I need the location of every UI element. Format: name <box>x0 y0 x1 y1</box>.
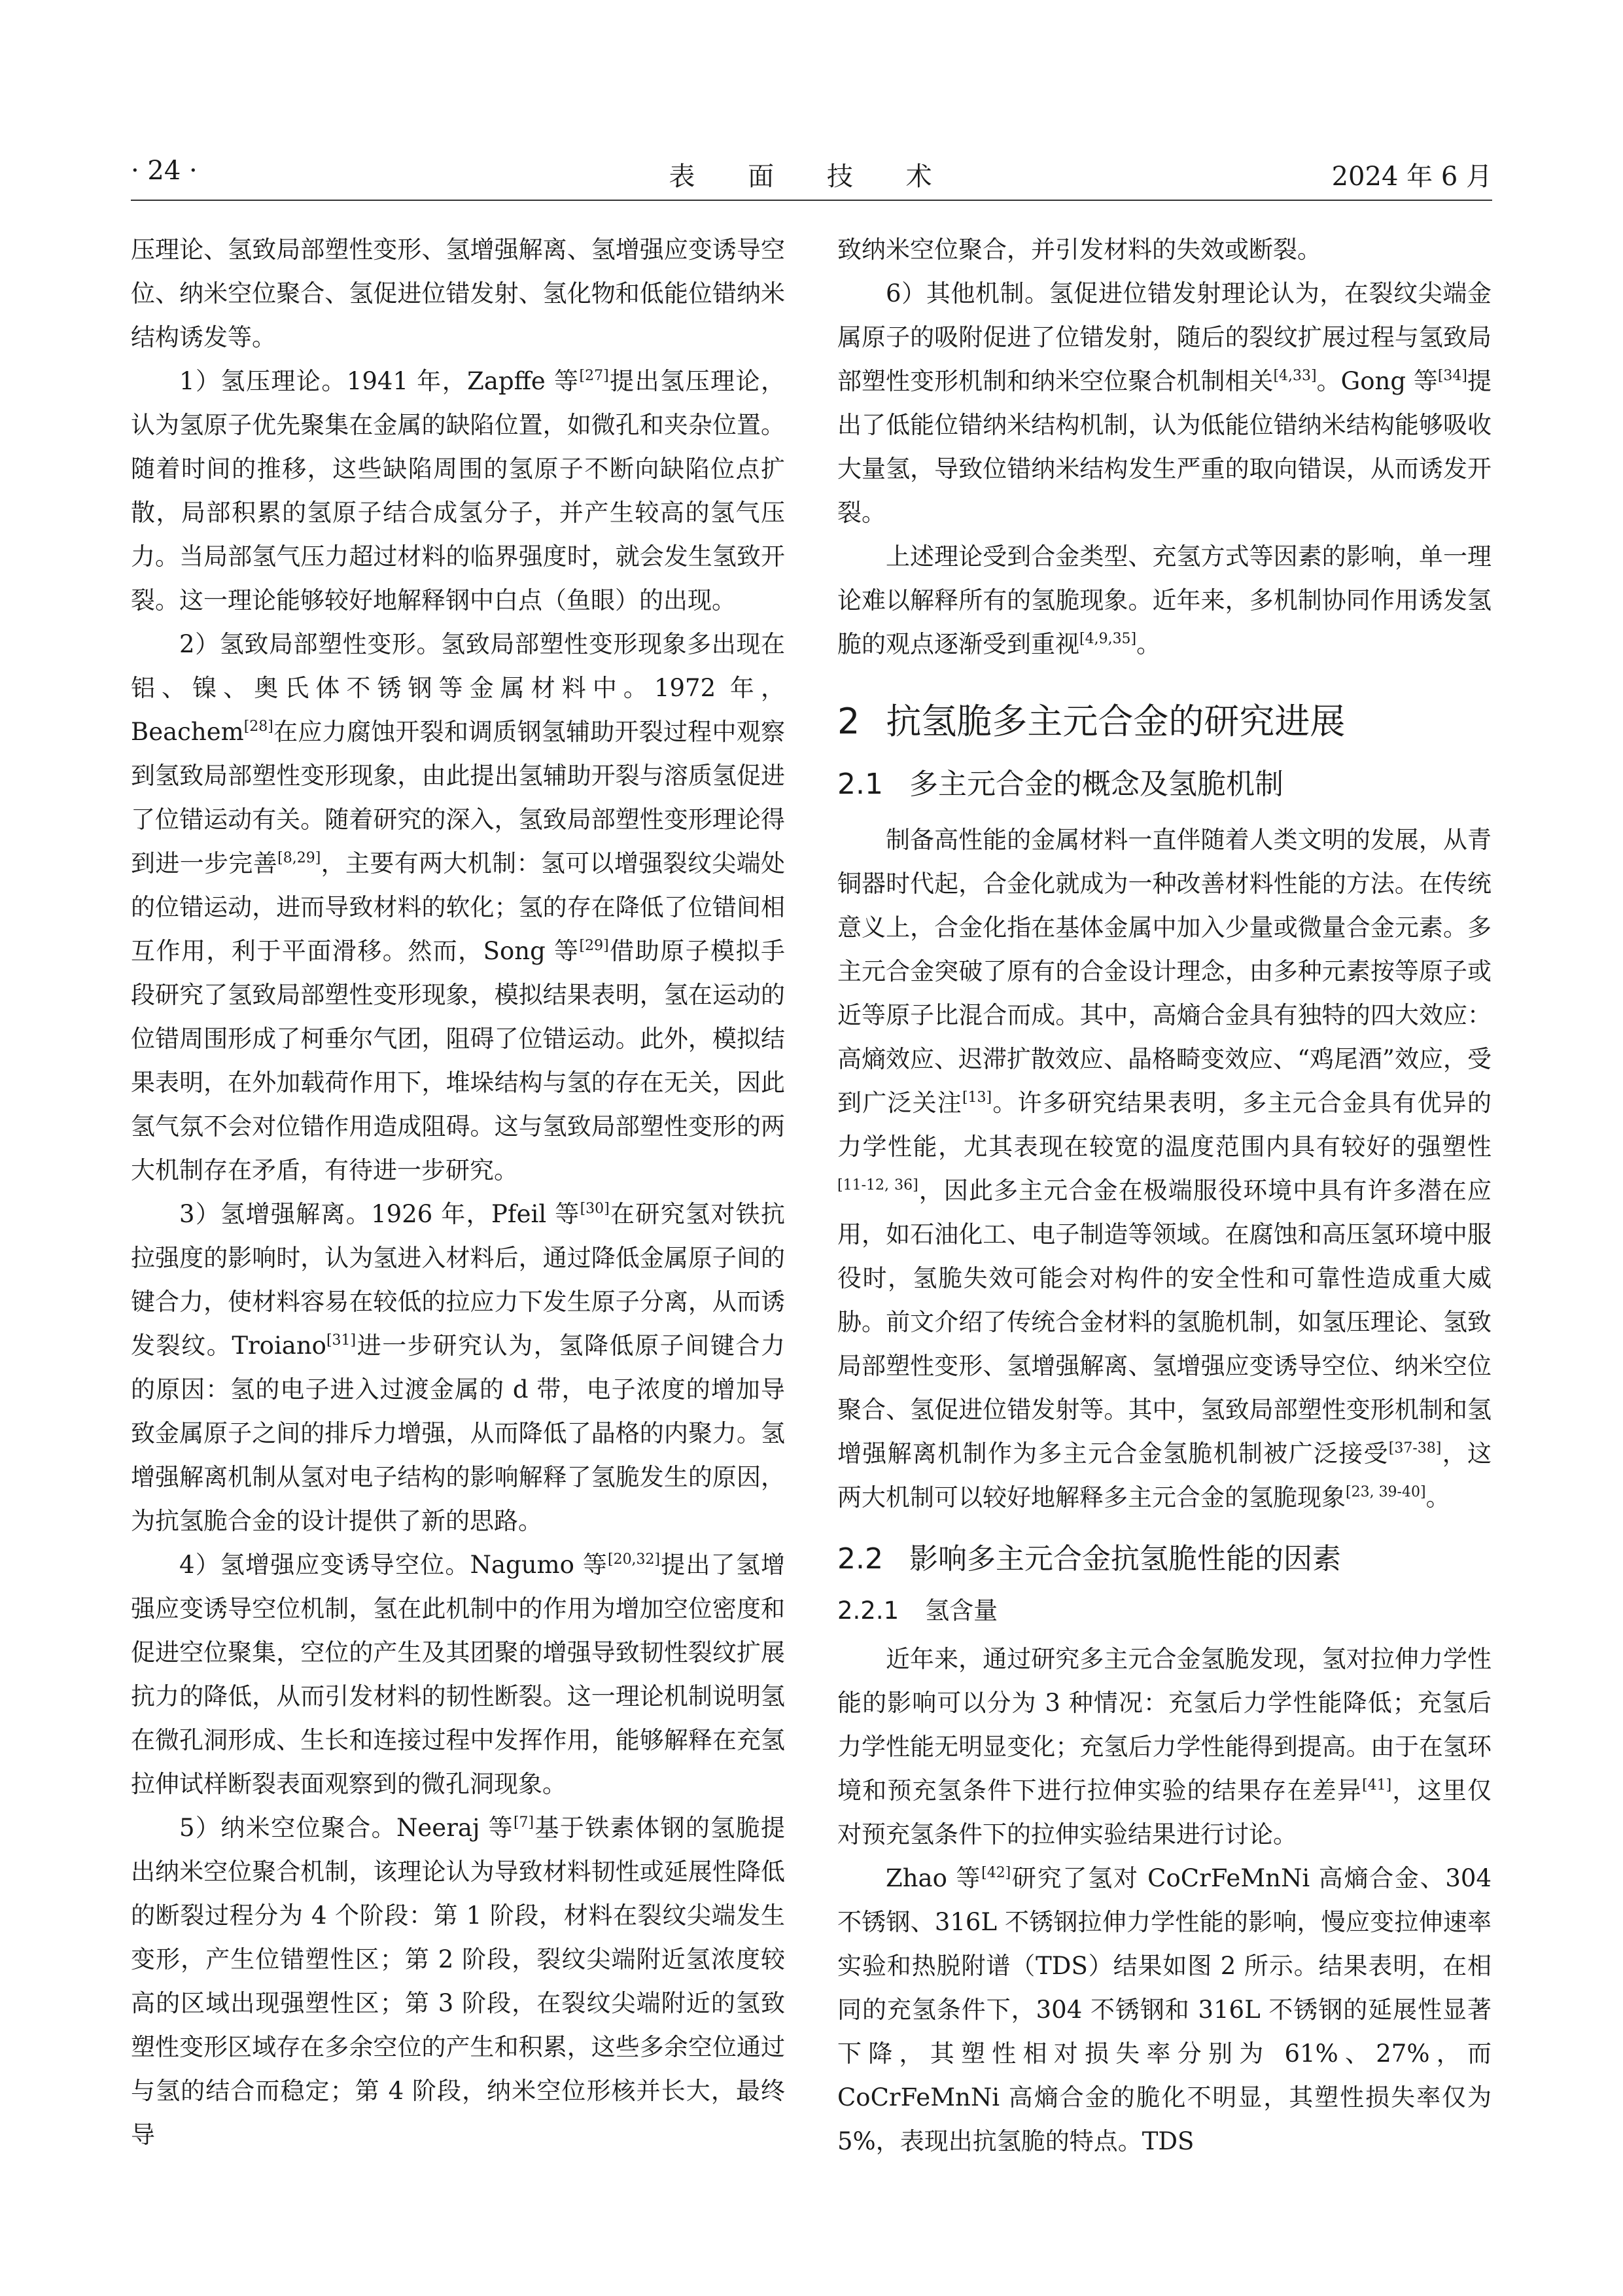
citation: [4,9,35] <box>1079 631 1137 647</box>
citation: [23, 39-40] <box>1346 1484 1426 1500</box>
left-column <box>131 228 785 2217</box>
paragraph-nanovoid: 5）纳米空位聚合。Neeraj 等[7]基于铁素体钢的氢脆提出纳米空位聚合机制，该理论认为导致材料韧性或延展性降低的断裂过程分为 4 个阶段：第 1 阶段，材料在裂纹尖端发生变形，产生位错塑性区；第 2 阶段，裂纹尖端附近氢浓度较高的区域出现强塑性区；第 3 阶段，在裂纹尖端附近的氢致塑性变形区域存在多余空位的产生和积累，这些多余空位通过与氢的结合而稳定；第 4 阶段，纳米空位形核并长大，最终导 <box>131 1814 785 2149</box>
citation: [30] <box>580 1201 610 1217</box>
citation: [29] <box>579 938 609 954</box>
subsection-heading: 2.2 影响多主元合金抗氢脆性能的因素 <box>837 1542 1341 1576</box>
citation: [41] <box>1362 1777 1392 1793</box>
paragraph: 致纳米空位聚合，并引发材料的失效或断裂。 <box>837 236 1321 264</box>
citation: [27] <box>579 368 609 384</box>
paragraph-hydrogen-decohesion: 3）氢增强解离。1926 年，Pfeil 等[30]在研究氢对铁抗拉强度的影响时，认为氢进入材料后，通过降低金属原子间的键合力，使材料容易在较低的拉应力下发生原子分离，从而诱发裂纹。Troiano[31]进一步研究认为，氢降低原子间键合力的原因：氢的电子进入过渡金属的 d 带，电子浓度的增加导致金属原子之间的排斥力增强，从而降低了晶格的内聚力。氢增强解离机制从氢对电子结构的影响解释了氢脆发生的原因，为抗氢脆合金的设计提供了新的思路。 <box>131 1200 785 1535</box>
citation: [37-38] <box>1388 1440 1442 1457</box>
paragraph-hydrogen-plasticity: 2）氢致局部塑性变形。氢致局部塑性变形现象多出现在铝、镍、奥氏体不锈钢等金属材料中。1972 年，Beachem[28]在应力腐蚀开裂和调质钢氢辅助开裂过程中观察到氢致局部塑性变形现象，由此提出氢辅助开裂与溶质氢促进了位错运动有关。随着研究的深入，氢致局部塑性变形理论得到进一步完善[8,29]，主要有两大机制：氢可以增强裂纹尖端处的位错运动，进而导致材料的软化；氢的存在降低了位错间相互作用，利于平面滑移。然而，Song 等[29]借助原子模拟手段研究了氢致局部塑性变形现象，模拟结果表明，氢在运动的位错周围形成了柯垂尔气团，阻碍了位错运动。此外，模拟结果表明，在外加载荷作用下，堆垛结构与氢的存在无关，因此氢气氛不会对位错作用造成阻碍。这与氢致局部塑性变形的两大机制存在矛盾，有待进一步研究。 <box>131 630 785 1184</box>
subsection-heading: 2.1 多主元合金的概念及氢脆机制 <box>837 768 1283 801</box>
citation: [7] <box>513 1814 534 1831</box>
journal-title: 表 面 技 术 <box>669 162 954 192</box>
issue-date: 2024 年 6 月 <box>1331 162 1492 192</box>
paragraph-strain-vacancy: 4）氢增强应变诱导空位。Nagumo 等[20,32]提出了氢增强应变诱导空位机制，氢在此机制中的作用为增加空位密度和促进空位聚集，空位的产生及其团聚的增强导致韧性裂纹扩展抗力的降低，从而引发材料的韧性断裂。这一理论机制说明氢在微孔洞形成、生长和连接过程中发挥作用，能够解释在充氢拉伸试样断裂表面观察到的微孔洞现象。 <box>131 1551 785 1798</box>
right-column <box>837 228 1492 2217</box>
paragraph-hydrogen-pressure: 1）氢压理论。1941 年，Zapffe 等[27]提出氢压理论，认为氢原子优先聚集在金属的缺陷位置，如微孔和夹杂位置。随着时间的推移，这些缺陷周围的氢原子不断向缺陷位点扩散，局部积累的氢原子结合成氢分子，并产生较高的氢气压力。当局部氢气压力超过材料的临界强度时，就会发生氢致开裂。这一理论能够较好地解释钢中白点（鱼眼）的出现。 <box>131 367 785 614</box>
citation: [20,32] <box>607 1551 661 1568</box>
paragraph-summary: 上述理论受到合金类型、充氢方式等因素的影响，单一理论难以解释所有的氢脆现象。近年来，多机制协同作用诱发氢脆的观点逐渐受到重视[4,9,35]。 <box>837 542 1492 658</box>
citation: [13] <box>962 1089 992 1106</box>
citation: [28] <box>243 718 273 735</box>
subsubsection-heading: 2.2.1 氢含量 <box>837 1597 998 1625</box>
paragraph-hydrogen-content: 近年来，通过研究多主元合金氢脆发现，氢对拉伸力学性能的影响可以分为 3 种情况：充氢后力学性能降低；充氢后力学性能无明显变化；充氢后力学性能得到提高。由于在氢环境和预充氢条件下进行拉伸实验的结果存在差异[41]，这里仅对预充氢条件下的拉伸实验结果进行讨论。 <box>837 1645 1492 1848</box>
citation: [11-12, 36] <box>837 1177 918 1193</box>
citation: [31] <box>326 1332 357 1349</box>
paragraph-other-mechanisms: 6）其他机制。氢促进位错发射理论认为，在裂纹尖端金属原子的吸附促进了位错发射，随后的裂纹扩展过程与氢致局部塑性变形机制和纳米空位聚合机制相关[4,33]。Gong 等[34]提出了低能位错纳米结构机制，认为低能位错纳米结构能够吸收大量氢，导致位错纳米结构发生严重的取向错误，从而诱发开裂。 <box>837 279 1492 527</box>
paragraph-mpea-concept: 制备高性能的金属材料一直伴随着人类文明的发展，从青铜器时代起，合金化就成为一种改善材料性能的方法。在传统意义上，合金化指在基体金属中加入少量或微量合金元素。多主元合金突破了原有的合金设计理念，由多种元素按等原子或近等原子比混合而成。其中，高熵合金具有独特的四大效应：高熵效应、迟滞扩散效应、晶格畸变效应、“鸡尾酒”效应，受到广泛关注[13]。许多研究结果表明，多主元合金具有优异的力学性能，尤其表现在较宽的温度范围内具有较好的强塑性[11-12, 36]，因此多主元合金在极端服役环境中具有许多潜在应用，如石油化工、电子制造等领域。在腐蚀和高压氢环境中服役时，氢脆失效可能会对构件的安全性和可靠性造成重大威胁。前文介绍了传统合金材料的氢脆机制，如氢压理论、氢致局部塑性变形、氢增强解离、氢增强应变诱导空位、纳米空位聚合、氢促进位错发射等。其中，氢致局部塑性变形机制和氢增强解离机制作为多主元合金氢脆机制被广泛接受[37-38]，这两大机制可以较好地解释多主元合金的氢脆现象[23, 39-40]。 <box>837 826 1492 1511</box>
header-rule <box>131 200 1492 201</box>
paragraph-zhao-study: Zhao 等[42]研究了氢对 CoCrFeMnNi 高熵合金、304 不锈钢、316L 不锈钢拉伸力学性能的影响，慢应变拉伸速率实验和热脱附谱（TDS）结果如图 2 所示。结果表明，在相同的充氢条件下，304 不锈钢和 316L 不锈钢的延展性显著下降，其塑性相对损失率分别为 61%、27%，而 CoCrFeMnNi 高熵合金的脆化不明显，其塑性损失率仅为 5%，表现出抗氢脆的特点。TDS <box>837 1864 1492 2155</box>
citation: [34] <box>1437 368 1467 384</box>
running-header <box>131 156 1492 195</box>
citation: [8,29] <box>277 850 321 866</box>
citation: [42] <box>981 1865 1011 1881</box>
page-number: · 24 · <box>131 156 198 186</box>
citation: [4,33] <box>1273 368 1317 384</box>
section-heading: 2 抗氢脆多主元合金的研究进展 <box>837 701 1346 742</box>
paragraph: 压理论、氢致局部塑性变形、氢增强解离、氢增强应变诱导空位、纳米空位聚合、氢促进位错发射、氢化物和低能位错纳米结构诱发等。 <box>131 236 785 351</box>
